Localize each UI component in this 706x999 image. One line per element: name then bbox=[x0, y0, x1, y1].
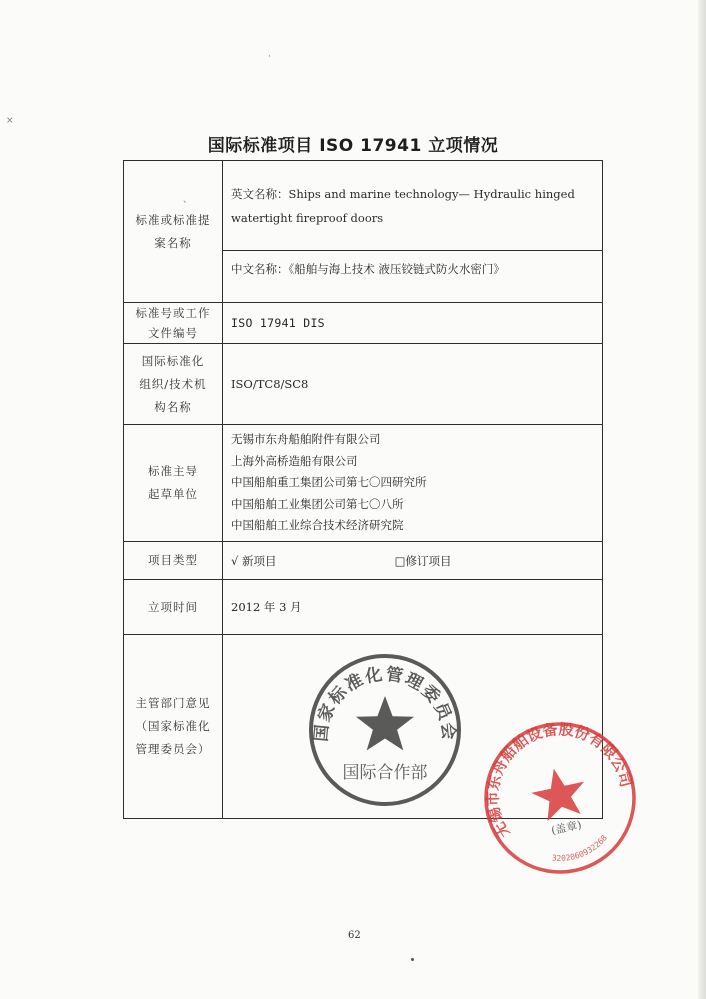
chinese-name: 中文名称：《船舶与海上技术 液压铰链式防火水密门》 bbox=[223, 250, 602, 302]
label-standard-number: 标准号或工作 文件编号 bbox=[124, 303, 223, 344]
row-drafting-units bbox=[124, 425, 603, 542]
seal-star-icon bbox=[356, 696, 414, 750]
label-organization: 国际标准化 组织/技术机 构名称 bbox=[124, 344, 223, 425]
company-seal-ring-text: 无锡市东舟船舶设备股份有限公司 bbox=[483, 720, 636, 841]
revise-project-option: □修订项目 bbox=[394, 553, 452, 568]
label-drafting-units: 标准主导 起草单位 bbox=[124, 425, 223, 542]
document-title: 国际标准项目 ISO 17941 立项情况 bbox=[207, 136, 499, 156]
value-approval-time: 2012 年 3 月 bbox=[223, 580, 603, 635]
drafter-item: 无锡市东舟船舶附件有限公司 bbox=[231, 432, 381, 447]
label-standard-name: 标准或标准提 案名称 bbox=[124, 161, 223, 303]
scan-speck: 、 bbox=[183, 195, 193, 205]
row-approval-time bbox=[124, 580, 603, 635]
value-organization: ISO/TC8/SC8 bbox=[223, 344, 603, 425]
company-seal bbox=[480, 718, 640, 878]
row-standard-number bbox=[124, 303, 603, 344]
english-name: 英文名称：Ships and marine technology— Hydraulic hinged watertight fireproof doors bbox=[231, 186, 575, 225]
drafter-item: 中国船舶重工集团公司第七〇四研究所 bbox=[231, 475, 427, 490]
seal-bottom-text: 国际合作部 bbox=[342, 763, 428, 783]
label-approval-time: 立项时间 bbox=[124, 580, 223, 635]
row-organization bbox=[124, 344, 603, 425]
new-project-option: √ 新项目 bbox=[231, 553, 277, 568]
authority-seal bbox=[305, 650, 465, 810]
drafter-item: 中国船舶工业综合技术经济研究院 bbox=[231, 518, 404, 533]
row-project-type bbox=[124, 542, 603, 580]
value-drafting-units bbox=[223, 425, 603, 542]
row-standard-name bbox=[124, 161, 603, 303]
page-number: 62 bbox=[348, 930, 361, 941]
company-seal-number: 3202060932268 bbox=[551, 833, 609, 863]
scan-speck: · bbox=[268, 52, 271, 62]
company-seal-center-text: (盖章) bbox=[550, 818, 583, 838]
label-project-type: 项目类型 bbox=[124, 542, 223, 580]
scan-dot bbox=[411, 958, 414, 961]
value-project-type bbox=[223, 542, 603, 580]
scan-speck: × bbox=[6, 116, 14, 126]
company-seal-star-icon bbox=[527, 763, 590, 823]
label-authority-opinion: 主管部门意见 （国家标准化 管理委员会） bbox=[124, 635, 223, 819]
drafter-item: 中国船舶工业集团公司第七〇八所 bbox=[231, 496, 404, 511]
drafter-item: 上海外高桥造船有限公司 bbox=[231, 453, 358, 468]
value-standard-number: ISO 17941 DIS bbox=[223, 303, 603, 344]
value-standard-name bbox=[223, 161, 603, 303]
seal-ring-text: 国家标准化管理委员会 bbox=[311, 664, 459, 743]
